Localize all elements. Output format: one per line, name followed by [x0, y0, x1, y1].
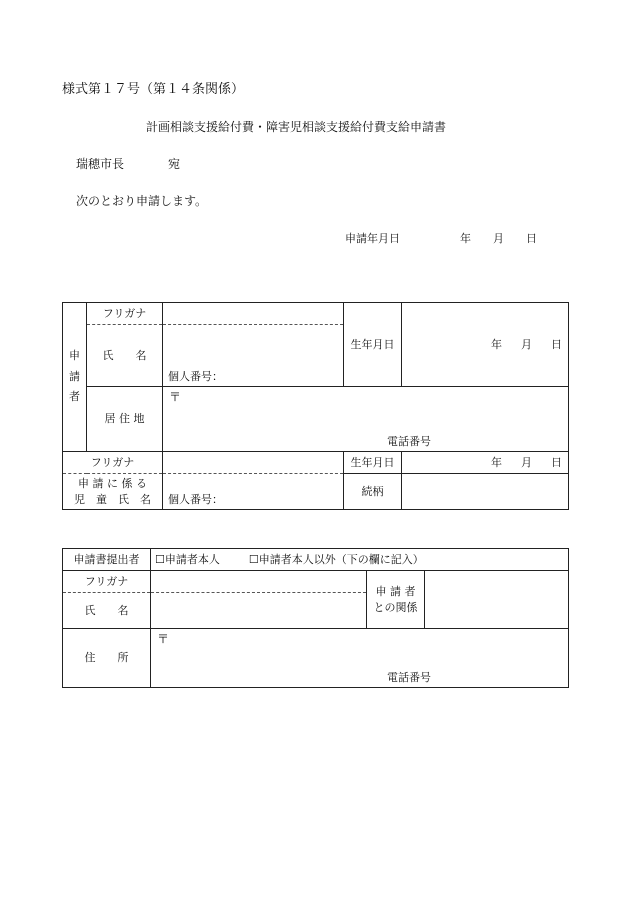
- applicant-furigana-label: フリガナ: [87, 303, 163, 325]
- applicant-postal-mark: 〒: [169, 390, 182, 404]
- child-furigana-label: フリガナ: [63, 452, 163, 474]
- checkbox-other[interactable]: ☐: [248, 552, 259, 566]
- checkbox-self[interactable]: ☐: [155, 552, 165, 566]
- child-furigana-field[interactable]: [163, 452, 344, 474]
- applicant-name-label: 氏 名: [87, 325, 163, 387]
- child-birthdate-field[interactable]: [402, 452, 569, 474]
- submitter-postal-mark: 〒: [157, 632, 170, 646]
- application-date-day: 日: [526, 232, 537, 245]
- application-date-month: 月: [493, 232, 504, 245]
- child-relationship-label: 続柄: [344, 474, 402, 510]
- submitter-furigana-field[interactable]: [151, 571, 367, 593]
- submitter-address-field[interactable]: [151, 629, 569, 688]
- applicant-individual-number: 個人番号：: [168, 369, 223, 383]
- submitter-furigana-label: フリガナ: [63, 571, 151, 593]
- child-individual-number: 個人番号：: [168, 492, 223, 506]
- submitter-relation-line2: との関係: [373, 600, 418, 614]
- applicant-table: [62, 302, 569, 510]
- child-birth-day: 日: [551, 455, 562, 469]
- option-self-label: 申請者本人: [164, 552, 220, 566]
- application-date-label: 申請年月日: [345, 232, 400, 245]
- applicant-birthdate-label: 生年月日: [344, 303, 402, 387]
- child-relationship-field[interactable]: [402, 474, 569, 510]
- applicant-name-field[interactable]: [163, 325, 344, 387]
- child-name-label: [63, 474, 163, 510]
- applicant-phone-label: 電話番号: [387, 434, 431, 448]
- request-text: 次のとおり申請します。: [76, 194, 208, 208]
- submitter-name-label: 氏 名: [63, 593, 151, 629]
- applicant-label-char: 者: [69, 390, 80, 404]
- child-name-label-line2: 児 童 氏 名: [74, 492, 151, 506]
- applicant-birthdate-field[interactable]: [402, 303, 569, 387]
- submitter-table: [62, 548, 569, 688]
- applicant-section-label: [63, 303, 87, 452]
- child-name-label-line1: 申 請 に 係 る: [78, 477, 147, 491]
- applicant-address-field[interactable]: [163, 387, 569, 452]
- addressee: [76, 155, 180, 172]
- submitter-options: [151, 549, 569, 571]
- submitter-relation-field[interactable]: [425, 571, 569, 629]
- application-date-year: 年: [460, 232, 471, 245]
- submitter-relation-line1: 申 請 者: [375, 585, 416, 599]
- submitter-relation-label: [367, 571, 425, 629]
- applicant-address-label: 居 住 地: [87, 387, 163, 452]
- applicant-label-char: 申: [69, 348, 80, 362]
- child-birth-year: 年: [491, 455, 502, 469]
- submitter-name-field[interactable]: [151, 593, 367, 629]
- applicant-birth-year: 年: [491, 337, 502, 351]
- child-birthdate-label: 生年月日: [344, 452, 402, 474]
- application-date: [345, 230, 537, 246]
- addressee-suffix: 宛: [168, 157, 181, 171]
- addressee-name: 瑞穂市長: [76, 157, 125, 171]
- applicant-furigana-field[interactable]: [163, 303, 344, 325]
- child-name-field[interactable]: [163, 474, 344, 510]
- document-title: 計画相談支援給付費・障害児相談支援給付費支給申請書: [146, 120, 447, 134]
- submitter-phone-label: 電話番号: [387, 670, 431, 684]
- option-other-label: 申請者本人以外（下の欄に記入）: [258, 552, 424, 566]
- applicant-birth-day: 日: [551, 337, 562, 351]
- form-number: 様式第１７号（第１４条関係）: [62, 82, 245, 97]
- submitter-address-label: 住 所: [63, 629, 151, 688]
- child-birth-month: 月: [521, 455, 532, 469]
- applicant-label-char: 請: [69, 369, 80, 383]
- submitter-label: 申請書提出者: [63, 549, 151, 571]
- applicant-birth-month: 月: [521, 337, 532, 351]
